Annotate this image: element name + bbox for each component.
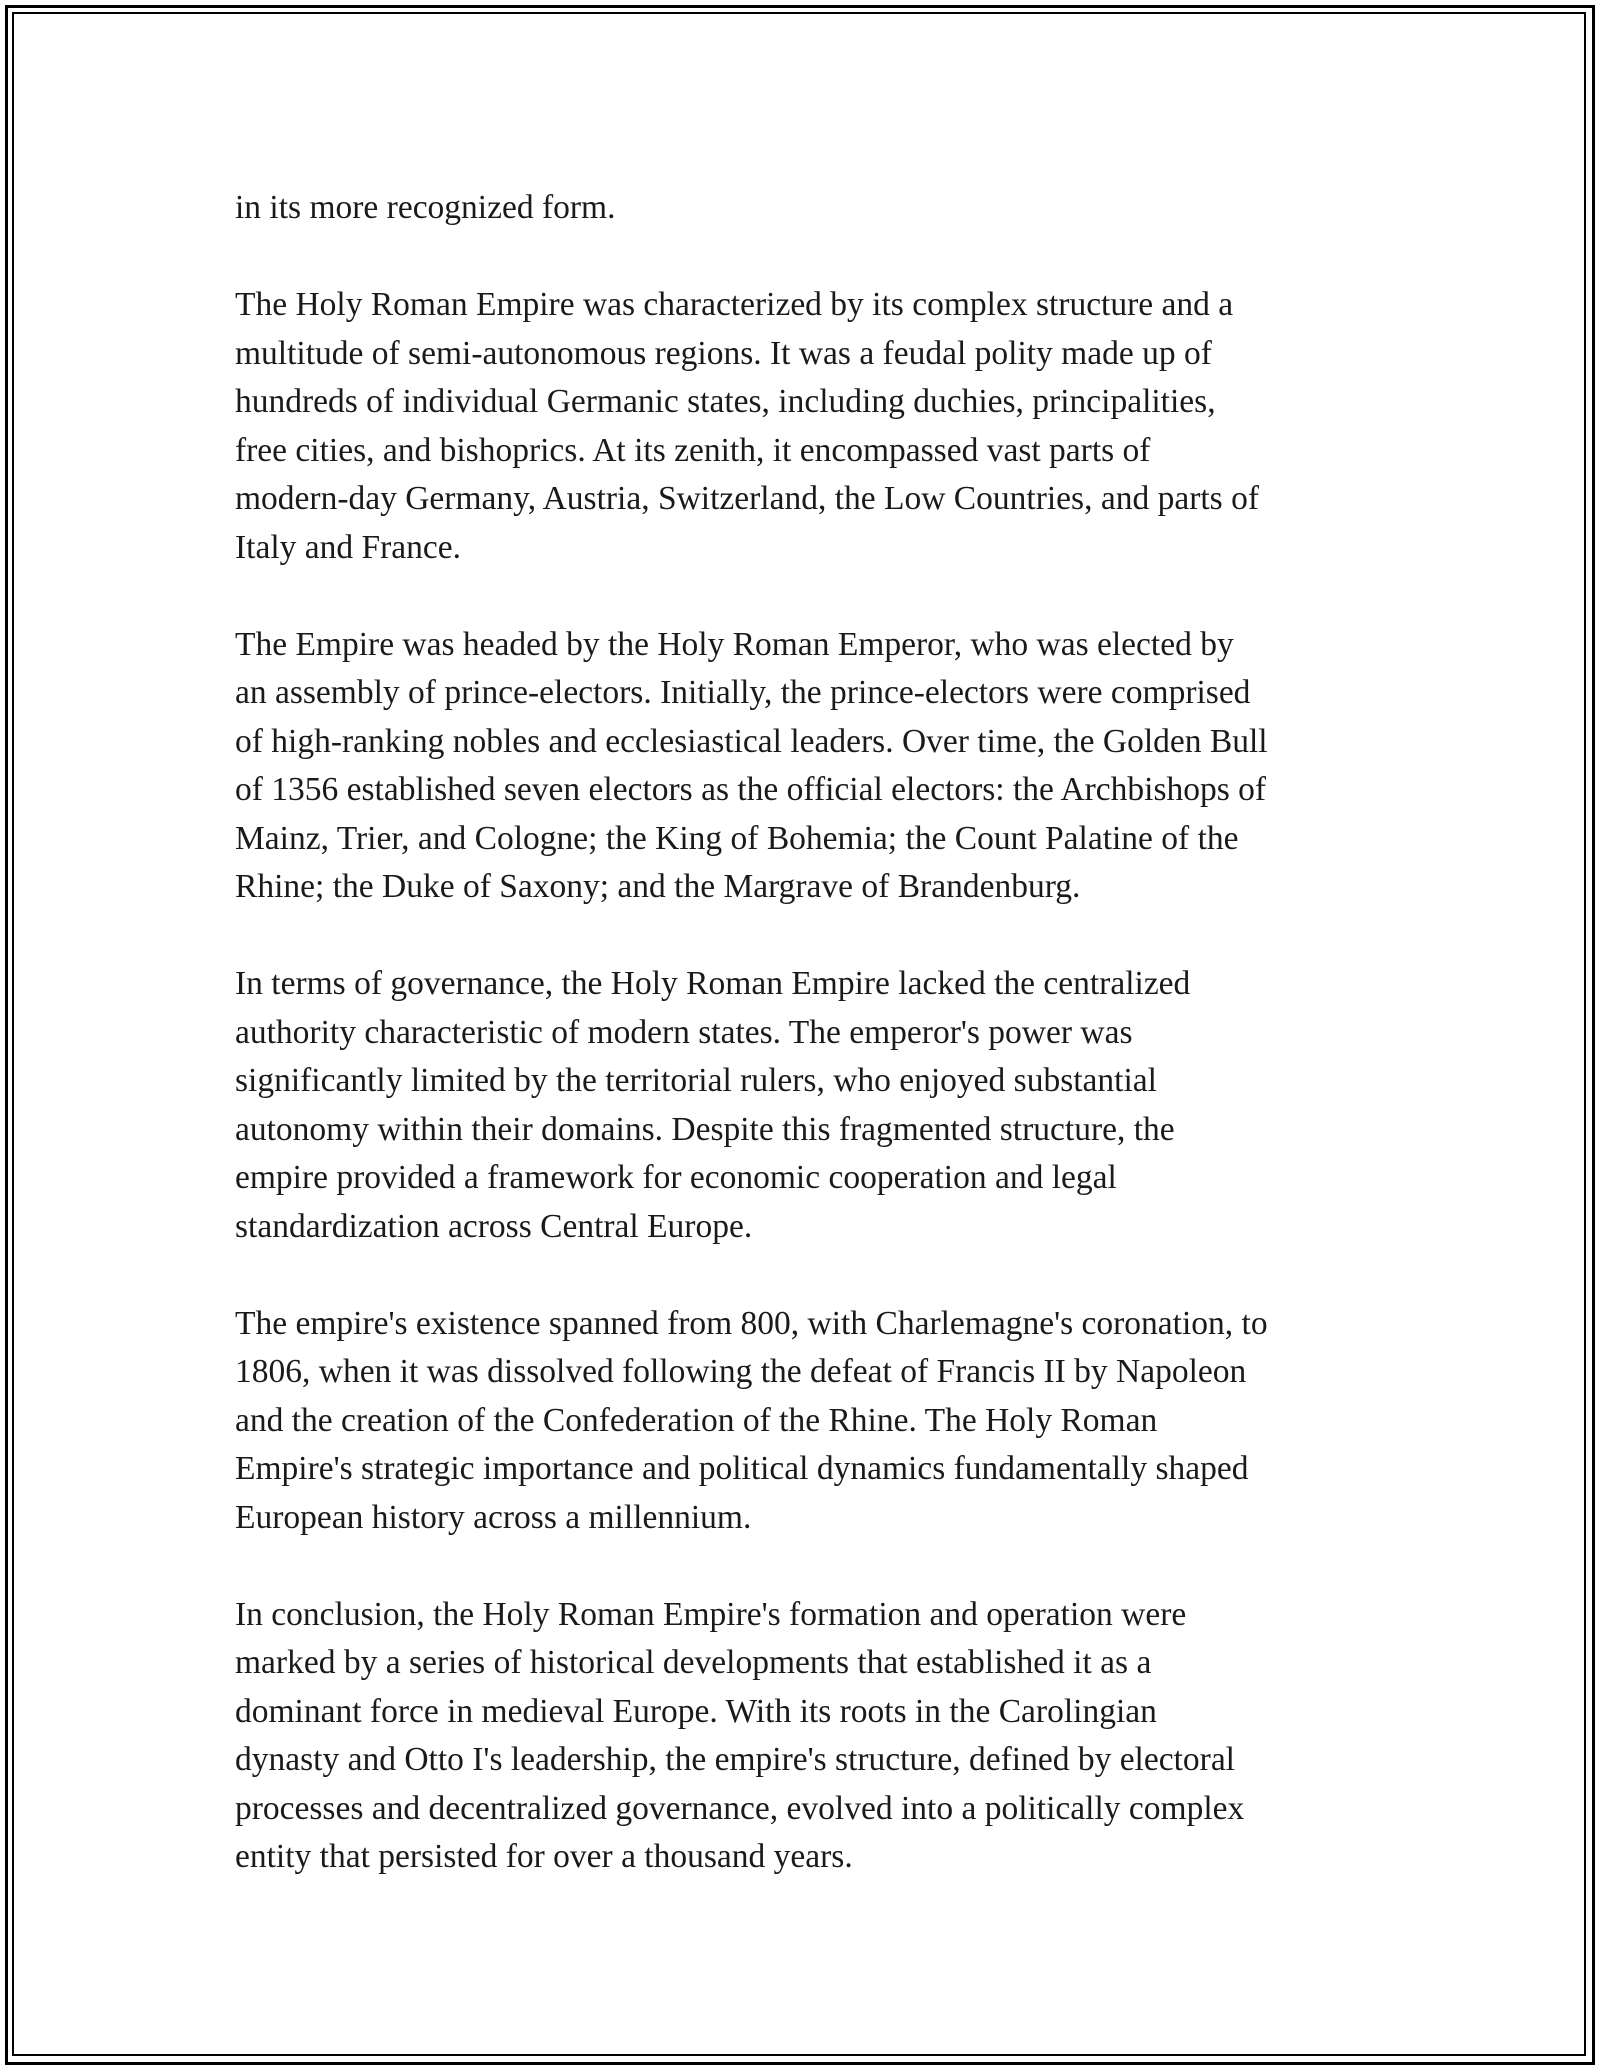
document-body — [235, 184, 1385, 1930]
paragraph-conclusion: In conclusion, the Holy Roman Empire's formation and operation were marked by a series of historical developments that established it as a dominant force in medieval Europe. With its roots in the Carolingian dynasty and Otto I's leadership, the empire's structure, defined by electoral processes and decentralized governance, evolved into a politically complex entity that persisted for over a thousand years. — [235, 1595, 1245, 1875]
paragraph-governance: In terms of governance, the Holy Roman Empire lacked the centralized authority characteristic of modern states. The emperor's power was significantly limited by the territorial rulers, who enjoyed substantial autonomy within their domains. Despite this fragmented structure, the empire provided a framework for economic cooperation and legal standardization across Central Europe. — [235, 965, 1191, 1245]
paragraph-timeline: The empire's existence spanned from 800, with Charlemagne's coronation, to 1806, when it was dissolved following the defeat of Francis II by Napoleon and the creation of the Confederation of the Rhine. The Holy Roman Empire's strategic importance and political dynamics fundamentally shaped European history across a millennium. — [235, 1304, 1268, 1536]
paragraph-continuation: in its more recognized form. — [235, 189, 616, 226]
paragraph-structure: The Holy Roman Empire was characterized by its complex structure and a multitude of semi-autonomous regions. It was a feudal polity made up of hundreds of individual Germanic states, including duchies, principalities, free cities, and bishoprics. At its zenith, it encompassed vast parts of modern-day Germany, Austria, Switzerland, the Low Countries, and parts of Italy and France. — [235, 286, 1259, 566]
paragraph-electors: The Empire was headed by the Holy Roman Emperor, who was elected by an assembly of prince-electors. Initially, the prince-electors were comprised of high-ranking nobles and ecclesiastical leaders. Over time, the Golden Bull of 1356 established seven electors as the official electors: the Archbishops of Mainz, Trier, and Cologne; the King of Bohemia; the Count Palatine of the Rhine; the Duke of Saxony; and the Margrave of Brandenburg. — [235, 625, 1268, 905]
